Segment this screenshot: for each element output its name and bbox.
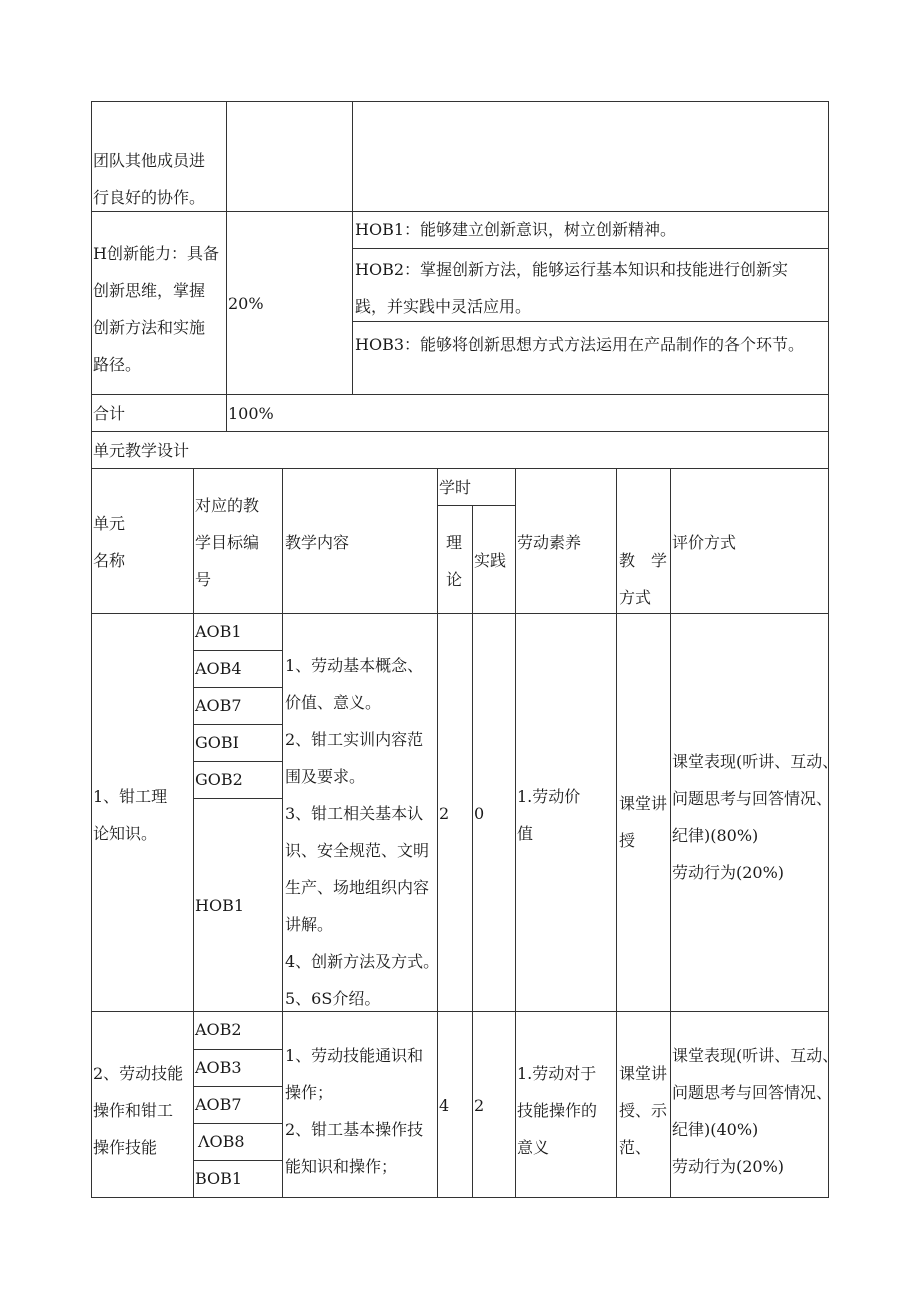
unit-2-code-3: AOB7 bbox=[195, 1095, 242, 1114]
unit-1-theory: 2 bbox=[439, 804, 450, 823]
unit-2-labor: 1.劳动对于 技能操作的 意义 bbox=[517, 1064, 598, 1157]
hob1-text: HOB1：能够建立创新意识，树立创新精神。 bbox=[355, 220, 677, 239]
unit-1-method: 课堂讲 授 bbox=[619, 794, 668, 850]
total-value-cell bbox=[226, 394, 829, 432]
unit-1-code-2: AOB4 bbox=[195, 659, 242, 678]
header-unit-name: 单元 名称 bbox=[93, 514, 126, 570]
unit-1-code-6: HOB1 bbox=[195, 896, 245, 915]
header-objective-code: 对应的教 学目标编 号 bbox=[195, 496, 260, 589]
unit-2-code-4: ΛOB8 bbox=[198, 1132, 245, 1151]
header-labor: 劳动素养 bbox=[517, 533, 582, 552]
total-value: 100% bbox=[228, 404, 274, 423]
unit-2-name: 2、劳动技能 操作和钳工 操作技能 bbox=[93, 1064, 184, 1157]
unit-1-code-4: GOBI bbox=[195, 733, 239, 752]
unit-1-code-1: AOB1 bbox=[195, 622, 242, 641]
unit-2-code-5: BOB1 bbox=[195, 1169, 243, 1188]
header-evaluation: 评价方式 bbox=[672, 533, 737, 552]
unit-2-content: 1、劳动技能通识和 操作； 2、钳工基本操作技 能知识和操作； bbox=[285, 1046, 424, 1176]
header-content: 教学内容 bbox=[285, 533, 350, 552]
g-items-cell bbox=[352, 101, 829, 212]
g-weight-cell bbox=[226, 101, 353, 212]
unit-2-practice: 2 bbox=[474, 1096, 485, 1115]
h-objective-name: H创新能力：具备 创新思维，掌握 创新方法和实施 路径。 bbox=[93, 244, 219, 374]
unit-1-labor: 1.劳动价 值 bbox=[517, 787, 581, 843]
unit-1-practice: 0 bbox=[474, 804, 485, 823]
unit-1-evaluation: 课堂表现(听讲、互动、 问题思考与回答情况、 纪律)(80%) 劳动行为(20%) bbox=[672, 752, 839, 882]
hob2-text: HOB2：掌握创新方法，能够运行基本知识和技能进行创新实 践，并实践中灵活应用。 bbox=[355, 260, 789, 316]
h-objective-weight: 20% bbox=[228, 294, 264, 313]
unit-1-content: 1、劳动基本概念、 价值、意义。 2、钳工实训内容范 围及要求。 3、钳工相关基本认 识、安全规范、文明 生产、场地组织内容 讲解。 4、创新方法及方式。 5、6S介绍。 bbox=[285, 656, 440, 1008]
header-hours: 学时 bbox=[439, 478, 472, 497]
unit-design-title: 单元教学设计 bbox=[93, 441, 190, 460]
unit-2-evaluation: 课堂表现(听讲、互动、 问题思考与回答情况、 纪律)(40%) 劳动行为(20%) bbox=[672, 1046, 839, 1176]
header-method: 教 学 方式 bbox=[619, 551, 668, 607]
header-practice: 实践 bbox=[474, 551, 507, 570]
header-theory: 理 论 bbox=[446, 533, 463, 589]
unit-2-code-2: AOB3 bbox=[195, 1058, 242, 1077]
unit-2-method: 课堂讲 授、示 范、 bbox=[619, 1064, 668, 1157]
unit-1-code-3: AOB7 bbox=[195, 696, 242, 715]
hob3-text: HOB3：能够将创新思想方式方法运用在产品制作的各个环节。 bbox=[355, 335, 805, 354]
unit-1-code-5: GOB2 bbox=[195, 770, 243, 789]
unit-2-code-1: AOB2 bbox=[195, 1020, 242, 1039]
unit-1-name: 1、钳工理 论知识。 bbox=[93, 787, 168, 843]
unit-2-theory: 4 bbox=[439, 1096, 450, 1115]
unit-design-title-cell bbox=[91, 431, 829, 469]
total-label: 合计 bbox=[93, 404, 126, 423]
g-objective-name: 团队其他成员进 行良好的协作。 bbox=[93, 151, 206, 207]
